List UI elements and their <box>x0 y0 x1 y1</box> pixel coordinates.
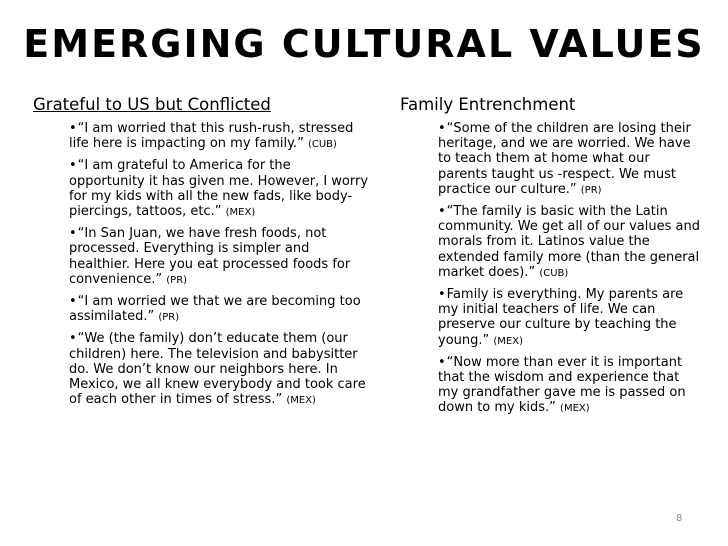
page-number: 8 <box>676 513 683 524</box>
source-tag: (PR) <box>158 312 180 324</box>
bullet-icon: • <box>438 354 446 370</box>
list-item <box>69 331 369 408</box>
left-column <box>33 95 373 414</box>
slide-title: EMERGING CULTURAL VALUES <box>23 22 705 66</box>
quote-text: “I am worried we that we are becoming too assimilated.” <box>69 294 361 325</box>
source-tag: (MEX) <box>286 395 316 407</box>
source-tag: (PR) <box>166 274 188 286</box>
bullet-icon: • <box>69 226 77 242</box>
list-item <box>438 204 700 281</box>
quote-text: “The family is basic with the Latin community. We get all of our values and morals from it. Latinos value the extended family more (than the general market does).” <box>438 204 700 280</box>
bullet-icon: • <box>438 204 446 220</box>
list-item <box>438 121 700 198</box>
bullet-icon: • <box>438 287 446 303</box>
bullet-icon: • <box>69 158 77 174</box>
source-tag: (PR) <box>580 184 602 196</box>
left-column-heading: Grateful to US but Conflicted <box>33 95 271 114</box>
list-item <box>69 294 369 325</box>
list-item <box>69 226 369 288</box>
list-item <box>69 158 369 220</box>
quote-text: “Now more than ever it is important that the wisdom and experience that my grandfather gave me is passed on down to my kids.” <box>438 354 686 416</box>
bullet-icon: • <box>69 121 77 136</box>
quote-text: Family is everything. My parents are my initial teachers of life. We can preserve our culture by teaching the young.” <box>438 287 684 348</box>
source-tag: (CUB) <box>307 139 337 151</box>
list-item <box>438 355 700 417</box>
right-bullet-list <box>400 121 700 417</box>
source-tag: (CUB) <box>539 267 569 279</box>
right-column-heading: Family Entrenchment <box>400 95 576 114</box>
left-bullet-list <box>33 121 373 408</box>
list-item <box>69 121 369 152</box>
quote-text: “In San Juan, we have fresh foods, not processed. Everything is simpler and healthier. Here you eat processed foods for convenience.” <box>69 226 351 287</box>
bullet-icon: • <box>438 121 446 136</box>
list-item <box>438 287 700 349</box>
quote-text: “I am grateful to America for the opportunity it has given me. However, I worry for my kids with all the new fads, like body-piercings, tattoos, etc.” <box>69 158 369 220</box>
bullet-icon: • <box>69 294 77 310</box>
source-tag: (MEX) <box>225 207 256 219</box>
quote-text: “I am worried that this rush-rush, stressed life here is impacting on my family.” <box>69 121 354 152</box>
right-column <box>400 95 700 423</box>
source-tag: (MEX) <box>560 403 590 415</box>
bullet-icon: • <box>69 331 77 347</box>
quote-text: “Some of the children are losing their heritage, and we are worried. We have to teach them at home what our parents taught us -respect. We must practice our culture.” <box>438 121 691 197</box>
quote-text: “We (the family) don’t educate them (our children) here. The television and babysitter do. We don’t know our neighbors here. In Mexico, we all knew everybody and took care of each other in times of stress.” <box>69 331 366 408</box>
source-tag: (MEX) <box>493 335 523 347</box>
